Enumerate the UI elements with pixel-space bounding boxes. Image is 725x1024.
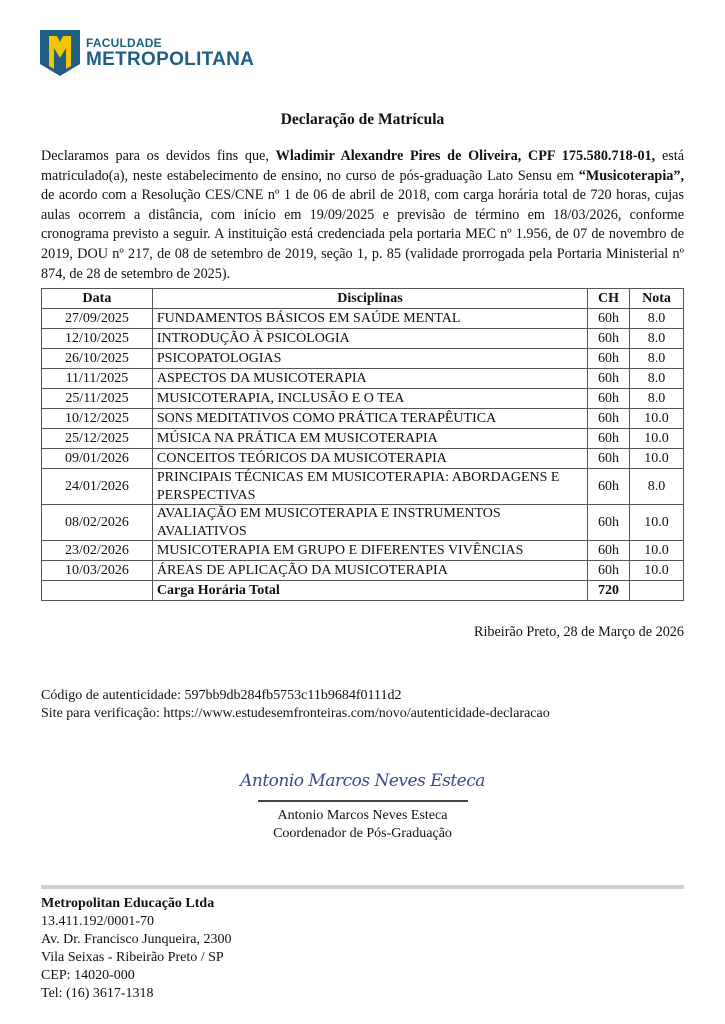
- cell-empty: [630, 581, 684, 601]
- table-row: [42, 389, 684, 409]
- cell-discipline: CONCEITOS TEÓRICOS DA MUSICOTERAPIA: [152, 449, 587, 469]
- table-row: [42, 541, 684, 561]
- cell-date: 11/11/2025: [42, 369, 153, 389]
- table-row: [42, 429, 684, 449]
- cell-grade: 10.0: [630, 409, 684, 429]
- cell-date: 10/12/2025: [42, 409, 153, 429]
- cell-discipline: PRINCIPAIS TÉCNICAS EM MUSICOTERAPIA: ABORDAGENS E PERSPECTIVAS: [152, 469, 587, 505]
- cell-ch: 60h: [588, 329, 630, 349]
- intro-text-1: Declaramos para os devidos fins que,: [41, 148, 276, 164]
- document-title: Declaração de Matrícula: [280, 111, 445, 128]
- cell-discipline: PSICOPATOLOGIAS: [152, 349, 587, 369]
- header-date: Data: [42, 289, 153, 309]
- company-address-city: Vila Seixas - Ribeirão Preto / SP: [41, 950, 224, 965]
- company-phone: Tel: (16) 3617-1318: [41, 986, 154, 1001]
- cell-ch: 60h: [588, 369, 630, 389]
- signatory-role: Coordenador de Pós-Graduação: [273, 826, 452, 841]
- total-label: Carga Horária Total: [152, 581, 587, 601]
- course-name: “Musicoterapia”,: [578, 167, 684, 184]
- cell-date: 23/02/2026: [42, 541, 153, 561]
- table-row: [42, 329, 684, 349]
- logo-line-metropolitana: METROPOLITANA: [86, 49, 255, 70]
- cell-discipline: MUSICOTERAPIA, INCLUSÃO E O TEA: [152, 389, 587, 409]
- place-and-date: Ribeirão Preto, 28 de Março de 2026: [474, 624, 684, 640]
- cell-ch: 60h: [588, 469, 630, 505]
- cell-discipline: ÁREAS DE APLICAÇÃO DA MUSICOTERAPIA: [152, 561, 587, 581]
- company-cnpj: 13.411.192/0001-70: [41, 914, 155, 929]
- logo-line-faculdade: FACULDADE: [86, 36, 162, 50]
- cell-ch: 60h: [588, 505, 630, 541]
- cell-grade: 10.0: [630, 449, 684, 469]
- cell-grade: 10.0: [630, 429, 684, 449]
- cell-ch: 60h: [588, 541, 630, 561]
- footer-divider: [41, 885, 684, 889]
- cell-ch: 60h: [588, 561, 630, 581]
- cell-date: 24/01/2026: [42, 469, 153, 505]
- shield-m-icon: [40, 30, 80, 76]
- cell-empty: [42, 581, 153, 601]
- table-total-row: [42, 581, 684, 601]
- header-grade: Nota: [630, 289, 684, 309]
- cell-grade: 8.0: [630, 469, 684, 505]
- cell-date: 09/01/2026: [42, 449, 153, 469]
- table-header-row: [42, 289, 684, 309]
- cell-date: 26/10/2025: [42, 349, 153, 369]
- cell-discipline: AVALIAÇÃO EM MUSICOTERAPIA E INSTRUMENTOS AVALIATIVOS: [152, 505, 587, 541]
- cell-grade: 8.0: [630, 389, 684, 409]
- cell-grade: 8.0: [630, 369, 684, 389]
- signatory-name: Antonio Marcos Neves Esteca: [277, 808, 448, 823]
- authenticity-block: [41, 687, 550, 723]
- cell-ch: 60h: [588, 449, 630, 469]
- company-address-street: Av. Dr. Francisco Junqueira, 2300: [41, 932, 232, 947]
- table-row: [42, 469, 684, 505]
- cell-discipline: INTRODUÇÃO À PSICOLOGIA: [152, 329, 587, 349]
- cell-grade: 8.0: [630, 309, 684, 329]
- institution-logo: [40, 30, 254, 76]
- cell-date: 10/03/2026: [42, 561, 153, 581]
- signature-block: [0, 762, 725, 843]
- header-discipline: Disciplinas: [152, 289, 587, 309]
- table-row: [42, 449, 684, 469]
- disciplines-table: [41, 288, 684, 601]
- cell-ch: 60h: [588, 349, 630, 369]
- cell-date: 25/12/2025: [42, 429, 153, 449]
- company-footer: [41, 895, 232, 1003]
- authenticity-code: Código de autenticidade: 597bb9db284fb5753c11b9684f0111d2: [41, 688, 402, 703]
- table-row: [42, 505, 684, 541]
- total-value: 720: [588, 581, 630, 601]
- table-row: [42, 561, 684, 581]
- cell-discipline: SONS MEDITATIVOS COMO PRÁTICA TERAPÊUTICA: [152, 409, 587, 429]
- cell-date: 27/09/2025: [42, 309, 153, 329]
- table-row: [42, 309, 684, 329]
- cell-discipline: MUSICOTERAPIA EM GRUPO E DIFERENTES VIVÊNCIAS: [152, 541, 587, 561]
- cell-grade: 8.0: [630, 349, 684, 369]
- cell-grade: 10.0: [630, 541, 684, 561]
- company-cep: CEP: 14020-000: [41, 968, 135, 983]
- header-ch: CH: [588, 289, 630, 309]
- cell-discipline: MÚSICA NA PRÁTICA EM MUSICOTERAPIA: [152, 429, 587, 449]
- cell-grade: 8.0: [630, 329, 684, 349]
- table-row: [42, 409, 684, 429]
- cell-ch: 60h: [588, 429, 630, 449]
- cell-date: 12/10/2025: [42, 329, 153, 349]
- cell-grade: 10.0: [630, 561, 684, 581]
- cell-grade: 10.0: [630, 505, 684, 541]
- company-name: Metropolitan Educação Ltda: [41, 896, 215, 911]
- intro-text-2: está matriculado(a), neste estabelecimento de ensino, no curso de pós-graduação Lato Sensu em: [41, 148, 684, 184]
- intro-text-3: de acordo com a Resolução CES/CNE nº 1 de 06 de abril de 2018, com carga horária total de 720 horas, cujas aulas ocorrem a distância, com início em 19/09/2025 e previsão de término em 18/03/2026, conforme cronograma previsto a seguir. A instituição está credenciada pela portaria MEC nº 1.956, de 07 de novembro de 2019, DOU nº 217, de 08 de setembro de 2019, seção 1, p. 85 (validade prorrogada pela Portaria Ministerial nº 874, de 28 de setembro de 2025).: [41, 187, 684, 282]
- cell-ch: 60h: [588, 409, 630, 429]
- student-name-cpf: Wladimir Alexandre Pires de Oliveira, CPF 175.580.718-01,: [275, 148, 656, 164]
- cell-date: 08/02/2026: [42, 505, 153, 541]
- table-row: [42, 349, 684, 369]
- cell-ch: 60h: [588, 309, 630, 329]
- cell-discipline: FUNDAMENTOS BÁSICOS EM SAÚDE MENTAL: [152, 309, 587, 329]
- cell-date: 25/11/2025: [42, 389, 153, 409]
- table-row: [42, 369, 684, 389]
- handwritten-signature: Antonio Marcos Neves Esteca: [240, 771, 485, 791]
- verification-site: Site para verificação: https://www.estudesemfronteiras.com/novo/autenticidade-declaracao: [41, 706, 550, 721]
- cell-ch: 60h: [588, 389, 630, 409]
- declaration-paragraph: [41, 147, 684, 284]
- cell-discipline: ASPECTOS DA MUSICOTERAPIA: [152, 369, 587, 389]
- signature-line: [258, 800, 468, 802]
